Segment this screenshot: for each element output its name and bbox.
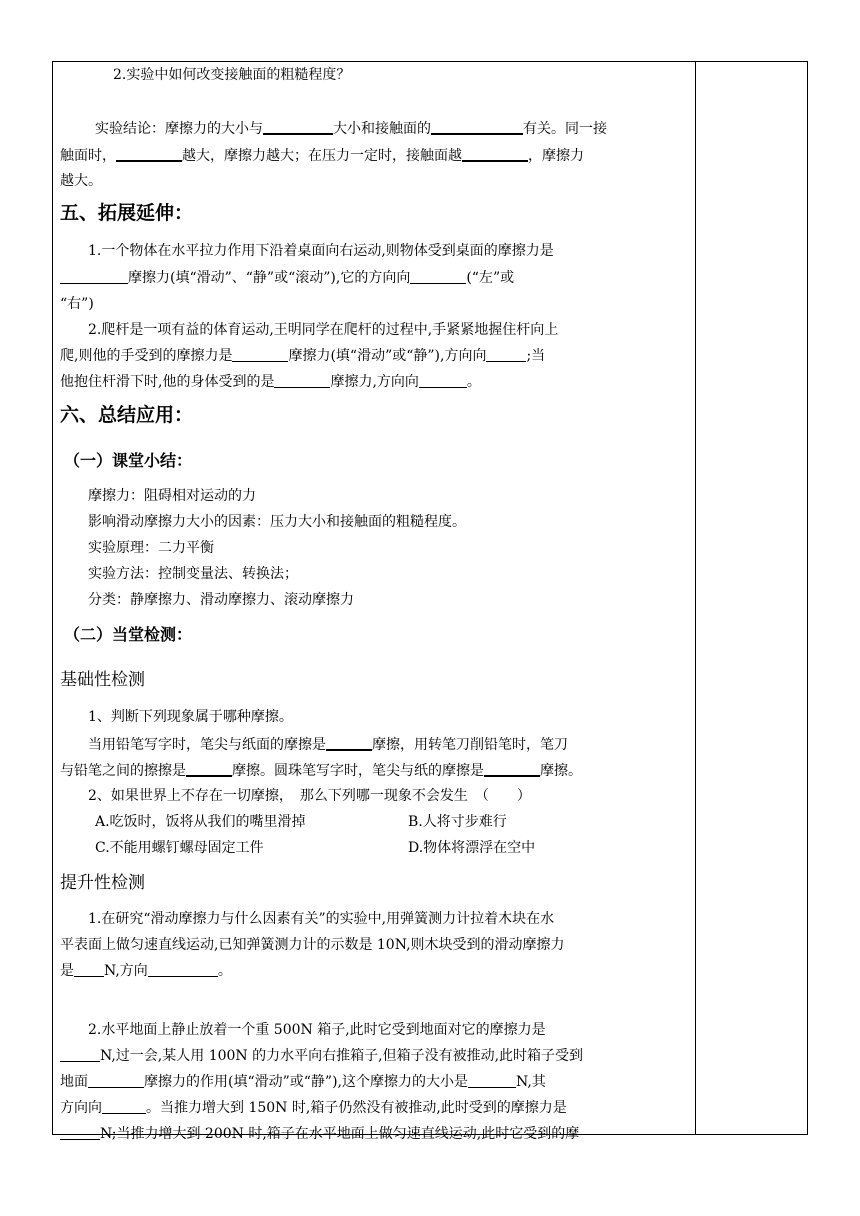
summary-item: 分类：静摩擦力、滑动摩擦力、滚动摩擦力 bbox=[88, 592, 354, 608]
experiment-question-2: 2.实验中如何改变接触面的粗糙程度？ bbox=[113, 67, 351, 83]
blank[interactable] bbox=[116, 146, 182, 162]
section-5-heading: 五、拓展延伸： bbox=[60, 202, 194, 224]
option-c: C.不能用螺钉螺母固定工件 bbox=[95, 840, 264, 856]
blank[interactable] bbox=[186, 761, 232, 777]
advanced-test-heading: 提升性检测 bbox=[60, 873, 145, 893]
adv-p2-line-4: 方向向 。当推力增大到 150N 时,箱子仍然没有被推动,此时受到的摩擦力是 bbox=[60, 1100, 567, 1116]
blank[interactable] bbox=[60, 1125, 100, 1140]
summary-item: 摩擦力：阻碍相对运动的力 bbox=[88, 488, 256, 504]
subsection-test-heading: （二）当堂检测： bbox=[64, 625, 193, 644]
blank[interactable] bbox=[326, 735, 372, 751]
option-d: D.物体将漂浮在空中 bbox=[408, 840, 536, 856]
adv-p2-line-1: 2.水平地面上静止放着一个重 500N 箱子,此时它受到地面对它的摩擦力是 bbox=[88, 1022, 546, 1038]
conclusion-line-1: 实验结论：摩擦力的大小与 大小和接触面的 有关。同一接 bbox=[95, 121, 607, 137]
blank[interactable] bbox=[410, 269, 466, 284]
blank[interactable] bbox=[431, 119, 523, 135]
s5-p1-line-2: 摩擦力(填“滑动”、“静”或“滚动”),它的方向向 (“左”或 bbox=[60, 269, 514, 287]
section-6-heading: 六、总结应用： bbox=[60, 404, 194, 426]
s5-p1-line-1: 1.一个物体在水平拉力作用下沿着桌面向右运动,则物体受到桌面的摩擦力是 bbox=[88, 243, 554, 259]
blank[interactable] bbox=[468, 1073, 516, 1088]
blank[interactable] bbox=[60, 1047, 100, 1062]
adv-p1-line-3: 是 N,方向 。 bbox=[60, 963, 232, 979]
blank[interactable] bbox=[462, 146, 528, 162]
basic-q1: 1、判断下列现象属于哪种摩擦。 bbox=[88, 709, 293, 725]
blank[interactable] bbox=[484, 761, 540, 777]
table-column-divider bbox=[695, 61, 696, 1135]
blank[interactable] bbox=[102, 1099, 146, 1114]
s5-p2-line-1: 2.爬杆是一项有益的体育运动,王明同学在爬杆的过程中,手紧紧地握住杆向上 bbox=[88, 322, 559, 338]
s5-p2-line-2: 爬,则他的手受到的摩擦力是 摩擦力(填“滑动”或“静”),方向向 ;当 bbox=[60, 348, 546, 364]
summary-item: 实验原理：二力平衡 bbox=[88, 540, 214, 556]
blank[interactable] bbox=[486, 347, 526, 362]
blank[interactable] bbox=[88, 1073, 144, 1088]
adv-p2-line-5: N;当推力增大到 200N 时,箱子在水平地面上做匀速直线运动,此时它受到的摩 bbox=[60, 1125, 579, 1143]
conclusion-line-2: 触面时， 越大，摩擦力越大；在压力一定时，接触面越 ，摩擦力 bbox=[60, 148, 584, 164]
basic-q1-line-1: 当用铅笔写字时，笔尖与纸面的摩擦是 摩擦，用转笔刀削铅笔时，笔刀 bbox=[88, 737, 568, 753]
blank[interactable] bbox=[263, 119, 333, 135]
adv-p1-line-1: 1.在研究“滑动摩擦力与什么因素有关”的实验中,用弹簧测力计拉着木块在水 bbox=[88, 911, 555, 927]
adv-p1-line-2: 平表面上做匀速直线运动,已知弹簧测力计的示数是 10N,则木块受到的滑动摩擦力 bbox=[60, 937, 565, 953]
blank[interactable] bbox=[60, 269, 128, 284]
s5-p1-line-3: “右”) bbox=[60, 296, 94, 312]
blank[interactable] bbox=[148, 962, 218, 977]
summary-item: 实验方法：控制变量法、转换法； bbox=[88, 566, 298, 582]
option-b: B.人将寸步难行 bbox=[408, 814, 507, 830]
summary-item: 影响滑动摩擦力大小的因素：压力大小和接触面的粗糙程度。 bbox=[88, 514, 466, 530]
conclusion-line-3: 越大。 bbox=[60, 173, 102, 189]
adv-p2-line-2: N,过一会,某人用 100N 的力水平向右推箱子,但箱子没有被推动,此时箱子受到 bbox=[60, 1047, 583, 1065]
blank[interactable] bbox=[74, 962, 104, 977]
blank[interactable] bbox=[419, 373, 467, 388]
subsection-summary-heading: （一）课堂小结： bbox=[64, 451, 193, 470]
basic-q1-line-2: 与铅笔之间的擦擦是 摩擦。圆珠笔写字时，笔尖与纸的摩擦是 摩擦。 bbox=[60, 763, 582, 779]
blank[interactable] bbox=[232, 347, 288, 362]
option-a: A.吃饭时，饭将从我们的嘴里滑掉 bbox=[95, 814, 306, 830]
s5-p2-line-3: 他抱住杆滑下时,他的身体受到的是 摩擦力,方向向 。 bbox=[60, 374, 481, 390]
adv-p2-line-3: 地面 摩擦力的作用(填“滑动”或“静”),这个摩擦力的大小是 N,其 bbox=[60, 1074, 546, 1090]
basic-q2: 2、如果世界上不存在一切摩擦， 那么下列哪一现象不会发生 （ ） bbox=[88, 788, 531, 804]
blank[interactable] bbox=[274, 373, 330, 388]
basic-test-heading: 基础性检测 bbox=[60, 670, 145, 690]
